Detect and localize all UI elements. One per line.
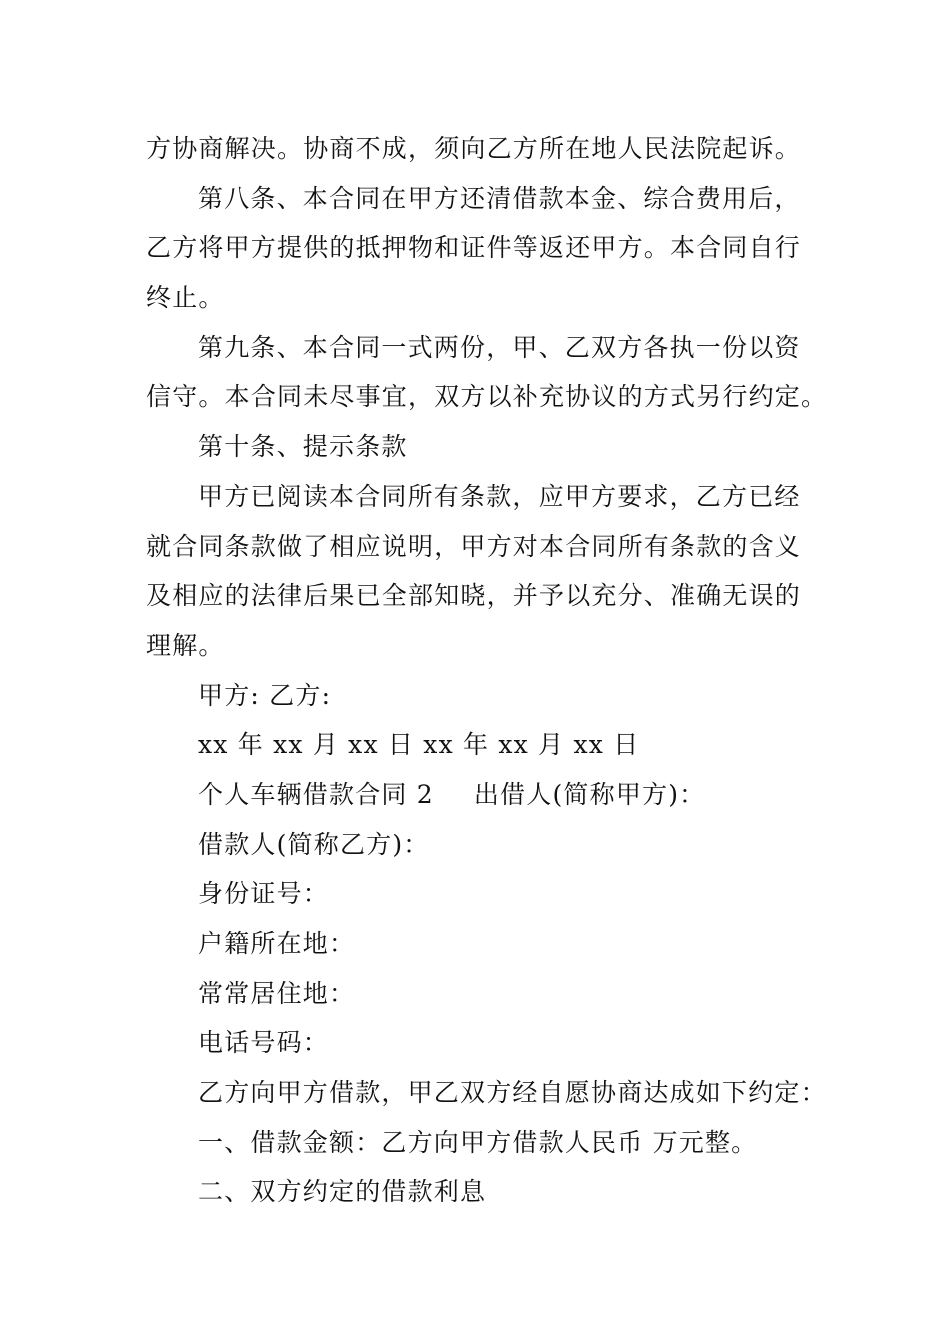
text-line: 甲方: 乙方: xyxy=(198,680,332,710)
text-line: 方协商解决。协商不成，须向乙方所在地人民法院起诉。 xyxy=(146,134,802,163)
text-line: 甲方已阅读本合同所有条款，应甲方要求，乙方已经 xyxy=(198,481,801,511)
text-line: 第九条、本合同一式两份，甲、乙双方各执一份以资 xyxy=(198,332,801,362)
text-line: 乙方将甲方提供的抵押物和证件等返还甲方。本合同自行 xyxy=(146,233,802,263)
text-line: 就合同条款做了相应说明，甲方对本合同所有条款的含义 xyxy=(146,531,802,561)
text-line: 户籍所在地： xyxy=(198,929,356,958)
text-line: 身份证号： xyxy=(198,879,330,909)
text-line: 信守。本合同未尽事宜，双方以补充协议的方式另行约定。 xyxy=(146,382,828,412)
text-line: 第十条、提示条款 xyxy=(198,432,408,462)
text-line: 终止。 xyxy=(146,283,225,313)
text-line: 常常居住地： xyxy=(198,978,356,1008)
text-line: 乙方向甲方借款，甲乙双方经自愿协商达成如下约定： xyxy=(198,1078,827,1108)
text-line: 理解。 xyxy=(146,630,225,660)
contract-title-line xyxy=(146,770,808,820)
text-line: 第八条、本合同在甲方还清借款本金、综合费用后， xyxy=(198,183,801,213)
text-line: 电话号码： xyxy=(198,1028,330,1058)
text-line: xx 年 xx 月 xx 日 xx 年 xx 月 xx 日 xyxy=(198,730,640,760)
text-line: 借款人(简称乙方)： xyxy=(198,829,430,859)
lender-label: 出借人(简称甲方)： xyxy=(473,779,706,809)
paragraph-block-after-title xyxy=(146,820,827,1218)
contract-title: 个人车辆借款合同 2 xyxy=(198,779,434,809)
text-line: 及相应的法律后果已全部知晓，并予以充分、准确无误的 xyxy=(146,581,802,611)
text-line: 二、双方约定的借款利息 xyxy=(198,1177,487,1207)
document-body xyxy=(146,124,828,1217)
text-line: 一、借款金额：乙方向甲方借款人民币 万元整。 xyxy=(198,1127,758,1157)
paragraph-block-before-title xyxy=(146,124,828,770)
